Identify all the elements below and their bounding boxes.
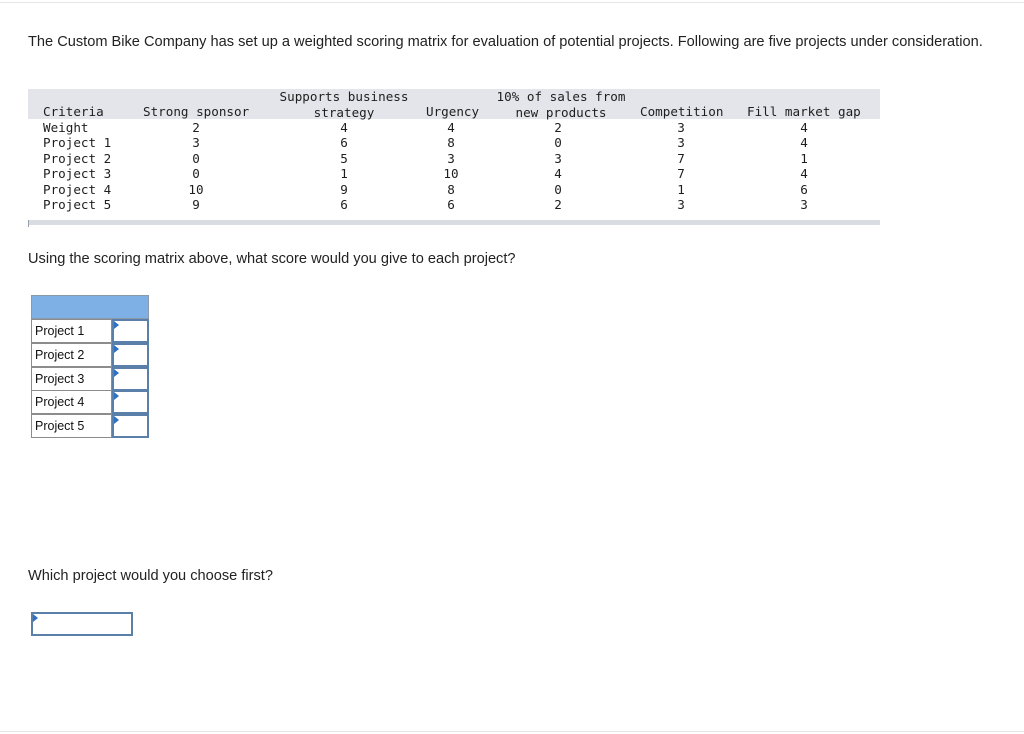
matrix-cell: 10 [443,166,459,181]
matrix-cell: 0 [554,135,562,150]
matrix-cell: 7 [677,150,685,166]
header-supports-line2: strategy [313,104,375,120]
matrix-cell: 6 [340,135,348,150]
matrix-cell: 5 [340,150,348,166]
matrix-row-label: Project 5 [43,197,112,212]
bottom-divider [0,731,1024,732]
matrix-cell: 3 [677,197,685,212]
score-row [31,414,149,438]
matrix-cell: 4 [800,135,808,150]
matrix-cell: 0 [192,166,200,181]
matrix-cell: 0 [554,181,562,197]
score-row [31,367,149,391]
score-input-field[interactable] [112,414,149,438]
matrix-cell: 4 [800,119,808,135]
matrix-cell: 4 [800,166,808,181]
matrix-cell: 6 [340,197,348,212]
score-row-label: Project 3 [31,367,112,391]
matrix-cell: 4 [554,166,562,181]
choice-answer-field[interactable] [31,612,133,636]
header-sales-line2: new products [515,104,607,120]
matrix-cell: 4 [447,119,455,135]
input-flag-icon [114,392,119,400]
matrix-cell: 4 [340,119,348,135]
score-row [31,319,149,343]
input-flag-icon [114,416,119,424]
matrix-row-label: Project 2 [43,150,112,166]
matrix-row-label: Project 1 [43,135,112,150]
matrix-cell: 2 [554,197,562,212]
matrix-cell: 9 [340,181,348,197]
score-row-label: Project 1 [31,319,112,343]
matrix-row-label: Weight [43,119,89,135]
score-input-field[interactable] [112,319,149,343]
choice-question: Which project would you choose first? [28,568,273,584]
header-supports-line1: Supports business [279,89,409,104]
header-sales-line1: 10% of sales from [496,89,626,104]
matrix-cell: 3 [677,135,685,150]
header-criteria: Criteria [43,104,104,119]
matrix-cell: 1 [677,181,685,197]
matrix-cell: 0 [192,150,200,166]
matrix-row-label: Project 4 [43,181,112,197]
matrix-cell: 7 [677,166,685,181]
matrix-cell: 3 [800,197,808,212]
matrix-cell: 1 [340,166,348,181]
matrix-cell: 6 [447,197,455,212]
matrix-row-label: Project 3 [43,166,112,181]
score-row [31,343,149,367]
score-row-label: Project 4 [31,390,112,414]
header-urgency: Urgency [426,104,480,119]
matrix-cell: 3 [677,119,685,135]
matrix-cell: 1 [800,150,808,166]
header-fill-market-gap: Fill market gap [747,104,861,119]
score-input-field[interactable] [112,343,149,367]
matrix-cell: 8 [447,135,455,150]
matrix-cell: 3 [554,150,562,166]
header-supports-strategy [274,89,414,120]
matrix-cell: 9 [192,197,200,212]
matrix-cell: 2 [554,119,562,135]
input-flag-icon [114,369,119,377]
score-row-label: Project 2 [31,343,112,367]
matrix-cell: 3 [192,135,200,150]
matrix-cell: 2 [192,119,200,135]
matrix-cell: 3 [447,150,455,166]
matrix-cell: 8 [447,181,455,197]
scoring-matrix [28,89,880,227]
score-question: Using the scoring matrix above, what score would you give to each project? [28,251,516,267]
matrix-cell: 6 [800,181,808,197]
matrix-bottom-rule [28,220,880,225]
score-input-field[interactable] [112,390,149,414]
input-flag-icon [114,345,119,353]
score-table-header [31,295,149,319]
score-row [31,390,149,414]
matrix-cell: 10 [188,181,204,197]
answer-flag-icon [33,614,38,622]
header-strong-sponsor: Strong sponsor [143,104,250,119]
score-row-label: Project 5 [31,414,112,438]
header-sales-new-products [488,89,634,120]
top-divider [0,2,1024,3]
intro-text: The Custom Bike Company has set up a weighted scoring matrix for evaluation of potential projects. Following are five projects under consideration. [28,34,983,50]
header-competition: Competition [640,104,724,119]
matrix-left-tick [28,220,29,227]
score-input-field[interactable] [112,367,149,391]
input-flag-icon [114,321,119,329]
